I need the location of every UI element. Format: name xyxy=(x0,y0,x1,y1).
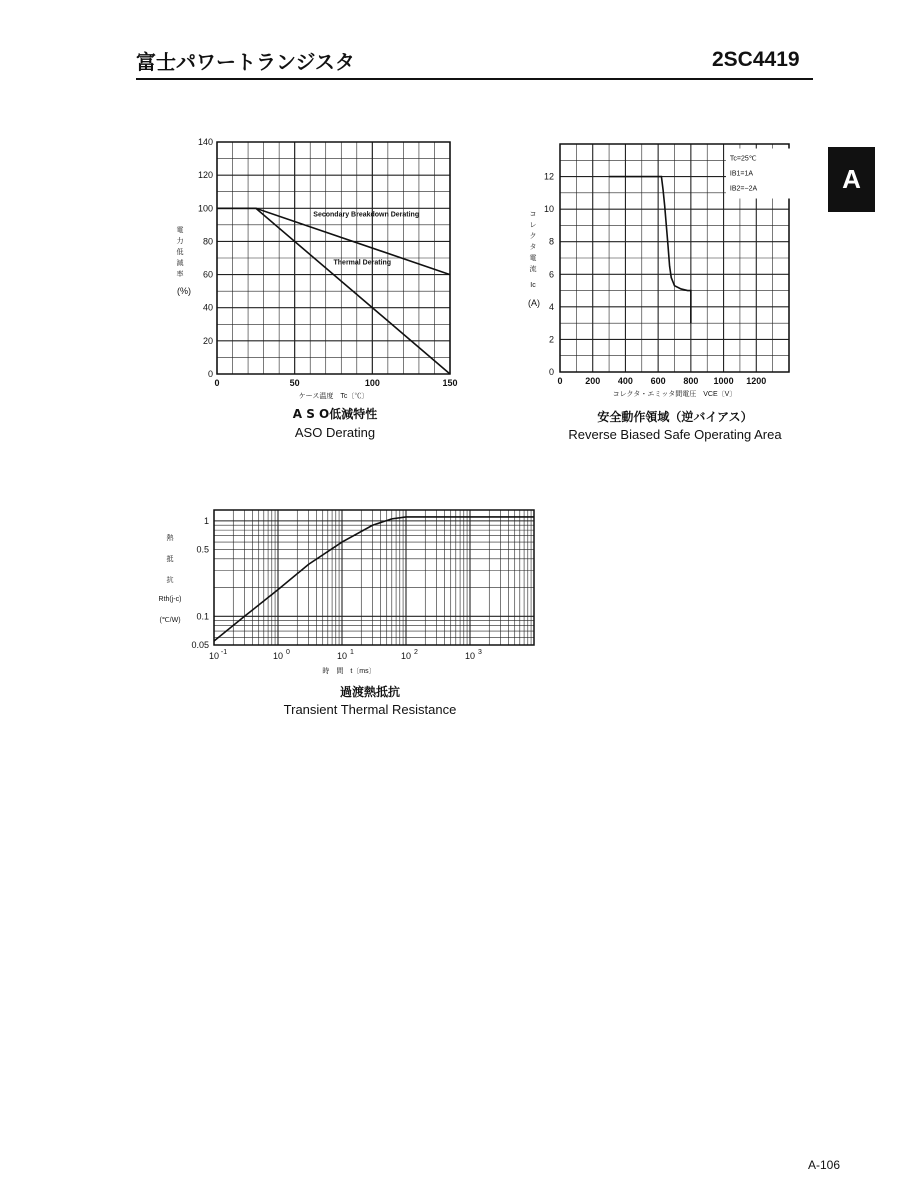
x-tick-label: 10 xyxy=(336,651,348,661)
y-axis-label-char: 抗 xyxy=(166,577,174,584)
y-tick-label: 60 xyxy=(202,269,213,280)
legend-entry: IB2=−2A xyxy=(729,185,758,193)
y-tick-label: 4 xyxy=(548,301,554,312)
y-axis-label-char: レ xyxy=(529,222,537,229)
x-tick-label: 0 xyxy=(557,376,563,386)
y-tick-label: 10 xyxy=(543,204,554,215)
y-tick-label: 1 xyxy=(203,515,209,526)
x-tick-label: 200 xyxy=(585,376,601,386)
transient-thermal-chart xyxy=(140,500,550,685)
series-label: Secondary Breakdown Derating xyxy=(313,211,420,219)
y-tick-label: 140 xyxy=(197,137,213,147)
y-axis-label-char: 熱 xyxy=(166,535,174,542)
x-axis-label: 時 間 t〔ms〕 xyxy=(322,668,376,675)
x-tick-label: 10 xyxy=(464,651,476,661)
y-axis-label-char: タ xyxy=(529,244,537,251)
y-axis-unit: (℃/W) xyxy=(159,617,181,624)
x-tick-label: 400 xyxy=(617,376,633,386)
y-tick-label: 8 xyxy=(548,236,554,247)
y-axis-label-char: ク xyxy=(529,233,537,240)
thermal-title-jp: 過渡熱抵抗 xyxy=(339,685,400,699)
x-tick-label: 10 xyxy=(272,651,284,661)
y-tick-label: 12 xyxy=(543,171,554,182)
y-tick-label: 20 xyxy=(202,335,213,346)
y-tick-label: 40 xyxy=(202,302,213,313)
y-tick-label: 0 xyxy=(548,367,554,377)
rbsoa-title-en: Reverse Biased Safe Operating Area xyxy=(568,427,782,442)
x-tick-label: 100 xyxy=(364,378,380,388)
y-tick-label: 0.05 xyxy=(191,640,209,650)
y-axis-label-char: 抵 xyxy=(166,556,174,563)
y-axis-label-char: 電 xyxy=(529,255,537,262)
series-label: Thermal Derating xyxy=(333,259,392,267)
y-tick-label: 6 xyxy=(548,269,554,280)
x-tick-exponent: 3 xyxy=(478,649,482,656)
rbsoa-title-jp: 安全動作領域（逆バイアス） xyxy=(597,410,753,424)
thermal-title-en: Transient Thermal Resistance xyxy=(283,702,457,717)
aso-derating-title-jp: A S O低減特性 xyxy=(292,407,378,421)
rbsoa-chart xyxy=(520,130,810,405)
x-tick-label: 50 xyxy=(289,378,300,388)
aso-derating-chart xyxy=(150,128,480,403)
y-axis-symbol: Rth(j-c) xyxy=(158,596,182,603)
x-tick-label: 10 xyxy=(400,651,412,661)
x-tick-label: 1000 xyxy=(713,376,734,386)
section-tab: A xyxy=(828,147,875,212)
y-tick-label: 0.1 xyxy=(196,611,209,622)
x-tick-label: 10 xyxy=(208,651,220,661)
series-line xyxy=(609,177,691,324)
legend-entry: Tc=25℃ xyxy=(729,155,757,163)
x-tick-exponent: -1 xyxy=(220,649,228,656)
page-number: A-106 xyxy=(808,1158,841,1172)
x-tick-label: 800 xyxy=(683,376,699,386)
y-axis-label-char: 流 xyxy=(529,266,537,273)
y-tick-label: 2 xyxy=(548,334,554,345)
y-axis-symbol: Ic xyxy=(530,282,536,289)
y-axis-unit: (A) xyxy=(528,298,540,308)
y-tick-label: 0.5 xyxy=(196,544,209,555)
x-tick-exponent: 2 xyxy=(414,649,418,656)
y-tick-label: 80 xyxy=(202,236,213,247)
x-tick-label: 150 xyxy=(442,378,458,388)
aso-derating-title-en: ASO Derating xyxy=(294,425,376,440)
part-number: 2SC4419 xyxy=(712,48,800,71)
y-axis-label-char: 低 xyxy=(176,249,184,256)
y-tick-label: 100 xyxy=(197,203,213,214)
y-axis-label-char: 率 xyxy=(176,271,184,278)
x-tick-exponent: 1 xyxy=(350,649,354,656)
x-tick-exponent: 0 xyxy=(286,649,290,656)
y-axis-unit: (%) xyxy=(177,286,191,296)
y-axis-label-char: 減 xyxy=(176,260,184,267)
x-axis-label: コレクタ・エミッタ間電圧 VCE〔V〕 xyxy=(612,391,737,398)
y-axis-label-char: 電 xyxy=(176,227,184,234)
legend-entry: IB1=1A xyxy=(729,170,754,178)
header-rule xyxy=(136,78,813,80)
x-tick-label: 1200 xyxy=(746,376,767,386)
x-tick-label: 0 xyxy=(214,378,220,388)
x-tick-label: 600 xyxy=(650,376,666,386)
y-tick-label: 120 xyxy=(197,170,213,181)
y-tick-label: 0 xyxy=(207,369,213,379)
x-axis-label: ケース温度 Tc〔℃〕 xyxy=(298,393,369,400)
y-axis-label-char: 力 xyxy=(176,238,184,245)
header-title: 富士パワートランジスタ xyxy=(136,50,355,74)
y-axis-label-char: コ xyxy=(529,211,537,218)
